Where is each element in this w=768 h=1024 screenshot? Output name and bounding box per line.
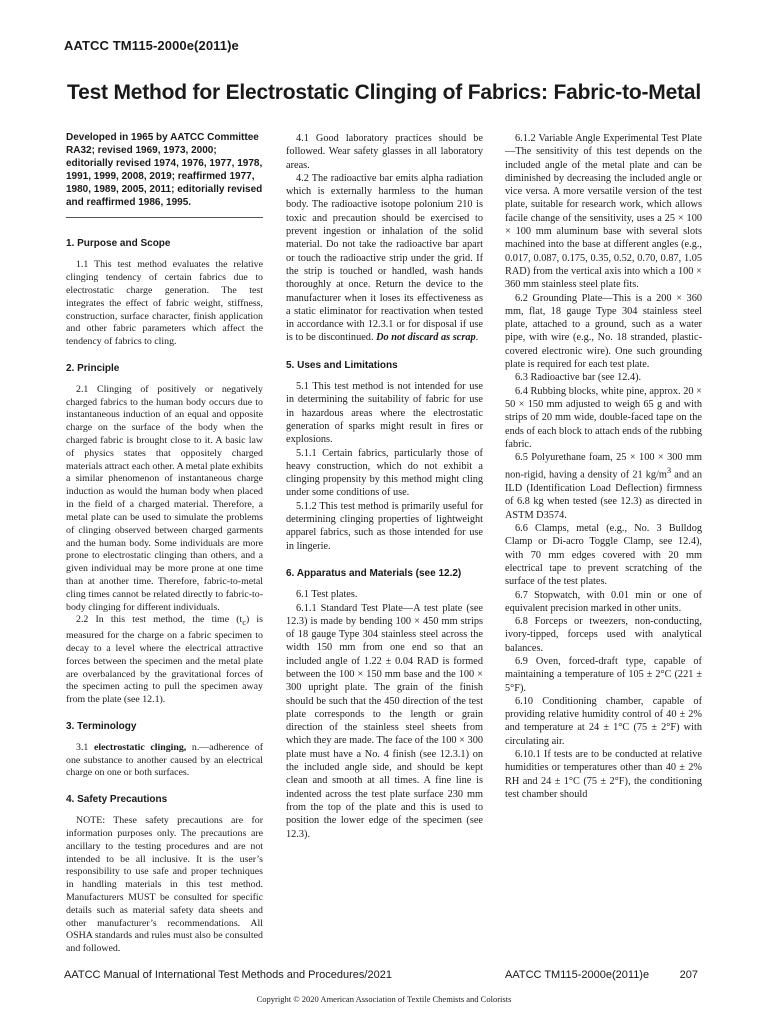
paragraph-2-1: 2.1 Clinging of positively or negatively charged fabrics to the human body occurs due to instantaneous induction of an equal and opposite charge on the surface of the body when the charged fabric is brought close to it. A basic law of physics states that oppositely charged materials attract each other. A metal plate exhibits a similar phenomenon of instantaneous charge induction as would the human body when placed in the field of a charged material. Therefore, a metal plate can be used to simulate the problems of clinging observed between charged garments and the human body. Some individuals are more prone to electrostatic clinging than others, and a given individual may be more prone at one time than at another time. Therefore, fabric-to-metal cling times cannot be related directly to fabric-to-body clinging for different individuals. (66, 383, 263, 613)
paragraph-6-3: 6.3 Radioactive bar (see 12.4). (515, 372, 642, 384)
paragraph-4-2-end: . (475, 332, 479, 344)
paragraph-6-5-start: 6.5 Polyurethane foam, 25 × 100 × 300 mm non-rigid, having a density of 21 kg/m (505, 452, 702, 481)
text-column-left (66, 132, 263, 956)
copyright-notice: Copyright © 2020 American Association of Textile Chemists and Colorists (256, 994, 512, 1004)
paragraph-6-5 (505, 451, 702, 522)
paragraph-6-1: 6.1 Test plates. (296, 589, 358, 601)
paragraph-6-10: 6.10 Conditioning chamber, capable of providing relative humidity control of 40 ± 2% and temperature at 24 ± 1°C (75 ± 2°F) with circulating air. (505, 695, 702, 747)
paragraph-4-2 (286, 172, 483, 345)
paragraph-2-2-start: 2.2 In this test method, the time (t (76, 614, 243, 626)
section-heading-principle: 2. Principle (66, 362, 120, 374)
section-heading-terminology: 3. Terminology (66, 721, 137, 733)
paragraph-6-7: 6.7 Stopwatch, with 0.01 min or one of equivalent precision marked in other units. (505, 589, 702, 614)
document-title: Test Method for Electrostatic Clinging of Fabrics: Fabric-to-Metal (67, 81, 701, 104)
paragraph-6-8: 6.8 Forceps or tweezers, non-conducting, ivory-tipped, forceps used with analytical balances. (505, 616, 702, 654)
paragraph-5-1: 5.1 This test method is not intended for use in determining the suitability of fabric for use in hazardous areas where the electrostatic generation of sparks might result in fires or explosions. (286, 381, 483, 446)
paragraph-6-1-1: 6.1.1 Standard Test Plate—A test plate (see 12.3) is made by bending 100 × 450 mm strips of 18 gauge Type 304 stainless steel across the width 150 mm from one end so that an included angle of 1.22 ± 0.04 RAD is formed between the 100 × 150 mm base and the 100 × 300 upright plate. The grain of the finish should be such that the 450 direction of the test plate corresponds to the length or grain direction of the stainless steel sheets from which they are made. The face of the 100 × 300 plate must have a No. 4 finish (see 12.3.1) on the included angle side, and should be kept clean and smooth at all times. A fine line is indented across the test plate surface 230 mm from the top of the plate and this is used to position the lower edge of the specimen (see 12.3). (286, 602, 483, 840)
term-electrostatic-clinging: electrostatic clinging, (93, 741, 187, 753)
paragraph-6-2: 6.2 Grounding Plate—This is a 200 × 360 mm, flat, 18 gauge Type 304 stainless steel plate, attached to a ground, such as a water pipe, with wire (e.g., No. 18 stranded, plastic-covered electronic wire). One such grounding plate is required for each test plate. (505, 292, 702, 371)
document-id-header: AATCC TM115-2000e(2011)e (64, 38, 239, 53)
revision-history: Developed in 1965 by AATCC Committee RA32; revised 1969, 1973, 2000; editorially revised 1974, 1976, 1977, 1978, 1991, 1999, 2008, 2019; reaffirmed 1977, 1980, 1989, 2005, 2011; editorially revised and reaffirmed 1986, 1995. (66, 132, 263, 218)
do-not-discard-warning: Do not discard as scrap (376, 332, 476, 344)
footer-page-id: AATCC TM115-2000e(2011)e 207 (505, 969, 699, 981)
paragraph-6-4: 6.4 Rubbing blocks, white pine, approx. 20 × 50 × 150 mm adjusted to weigh 65 g and with strips of 20 mm wide, double-faced tape on the ends of each block to attach ends of the rubbing fabric. (505, 385, 703, 450)
paragraph-5-1-1: 5.1.1 Certain fabrics, particularly those of heavy construction, which do not exhibit a clinging propensity by this method might cling under some conditions of use. (286, 447, 483, 499)
term-number: 3.1 (76, 741, 94, 753)
paragraph-2-2-rest: ) is measured for the charge on a fabric specimen to decay to a level where the electrical attractive forces between the specimen and the metal plate are overbalanced by the gravitational forces of the specimen acting to pull the specimen away from the plate (see 12.1). (66, 614, 264, 706)
section-heading-apparatus: 6. Apparatus and Materials (see 12.2) (286, 567, 462, 579)
paragraph-6-6: 6.6 Clamps, metal (e.g., No. 3 Bulldog Clamp or Di-acro Toggle Clamp, see 12.4), with 70 mm edges covered with 20 mm electrical tape to prevent scratching of the surface of the test plates. (505, 523, 702, 588)
paragraph-6-5-rest: and an ILD (Identification Load Deflection) firmness of 6.8 kg when tested (see 12.3) as directed in ASTM D3574. (505, 469, 702, 521)
paragraph-2-2 (66, 614, 263, 707)
text-column-middle (286, 132, 483, 841)
section-heading-safety: 4. Safety Precautions (66, 794, 168, 806)
paragraph-6-1-2: 6.1.2 Variable Angle Experimental Test Plate—The sensitivity of this test depends on the included angle of the metal plate and can be diminished by decreasing the included angle or vice versa. A more versatile version of the test plate, suitable for research work, which allows facile change of the sensitivity, uses a 25 × 100 × 100 mm aluminum base with several slots machined into the base at different angles (e.g., 0.017, 0.087, 0.175, 0.35, 0.52, 0.70, 0.87, 1.05 RAD) from the vertical axis into which a 100 × 360 mm stainless steel plate fits. (505, 133, 702, 291)
footer-manual-title: AATCC Manual of International Test Methods and Procedures/2021 (64, 969, 392, 981)
subscript-c: c (242, 618, 246, 628)
paragraph-6-10-1: 6.10.1 If tests are to be conducted at relative humidities or temperatures other than 40 ± 2% RH and 24 ± 1°C (75 ± 2°F), the conditioning test chamber should (505, 749, 702, 800)
superscript-3: 3 (666, 465, 672, 476)
paragraph-5-1-2: 5.1.2 This test method is primarily useful for determining clinging properties of lightweight apparel fabrics, such as those intended for use in lingerie. (286, 500, 483, 552)
text-column-right (505, 132, 702, 801)
term-definition: n.—adherence of one substance to another caused by an electrical charge on one or both surfaces. (66, 741, 263, 779)
safety-note: NOTE: These safety precautions are for information purposes only. The precautions are ancillary to the testing procedures and are not intended to be all inclusive. It is the user’s responsibility to use safe and proper techniques in handling materials in this test method. Manufacturers MUST be consulted for specific details such as material safety data sheets and other manufacturer’s recommendations. All OSHA standards and rules must also be consulted and followed. (66, 815, 263, 955)
paragraph-4-2-text: 4.2 The radioactive bar emits alpha radiation which is externally harmless to the human body. The radioactive isotope polonium 210 is toxic and precaution should be exercised to prevent ingestion or inhalation of the solid material. Do not take the radioactive bar apart or touch the radioactive strip under the grid. If the strip is touched or handled, wash hands thoroughly at once. Return the device to the manufacturer when it loses its effectiveness as a static eliminator for reactivation when tested in accordance with 12.3.1 or for disposal if use is to be discontinued. (286, 172, 483, 344)
section-heading-uses: 5. Uses and Limitations (286, 359, 398, 371)
paragraph-1-1: 1.1 This test method evaluates the relative clinging tendency of certain fabrics due to electrostatic charge generation. The test integrates the effect of fabric weight, stiffness, construction, surface character, finish application and other fabric parameters which affect the tendency of fabrics to cling. (66, 259, 263, 348)
paragraph-3-1 (66, 742, 263, 780)
paragraph-6-9: 6.9 Oven, forced-draft type, capable of maintaining a temperature of 105 ± 2°C (221 ± 5°F). (505, 656, 702, 694)
paragraph-4-1: 4.1 Good laboratory practices should be followed. Wear safety glasses in all laboratory areas. (286, 133, 483, 171)
section-heading-purpose: 1. Purpose and Scope (66, 238, 171, 250)
